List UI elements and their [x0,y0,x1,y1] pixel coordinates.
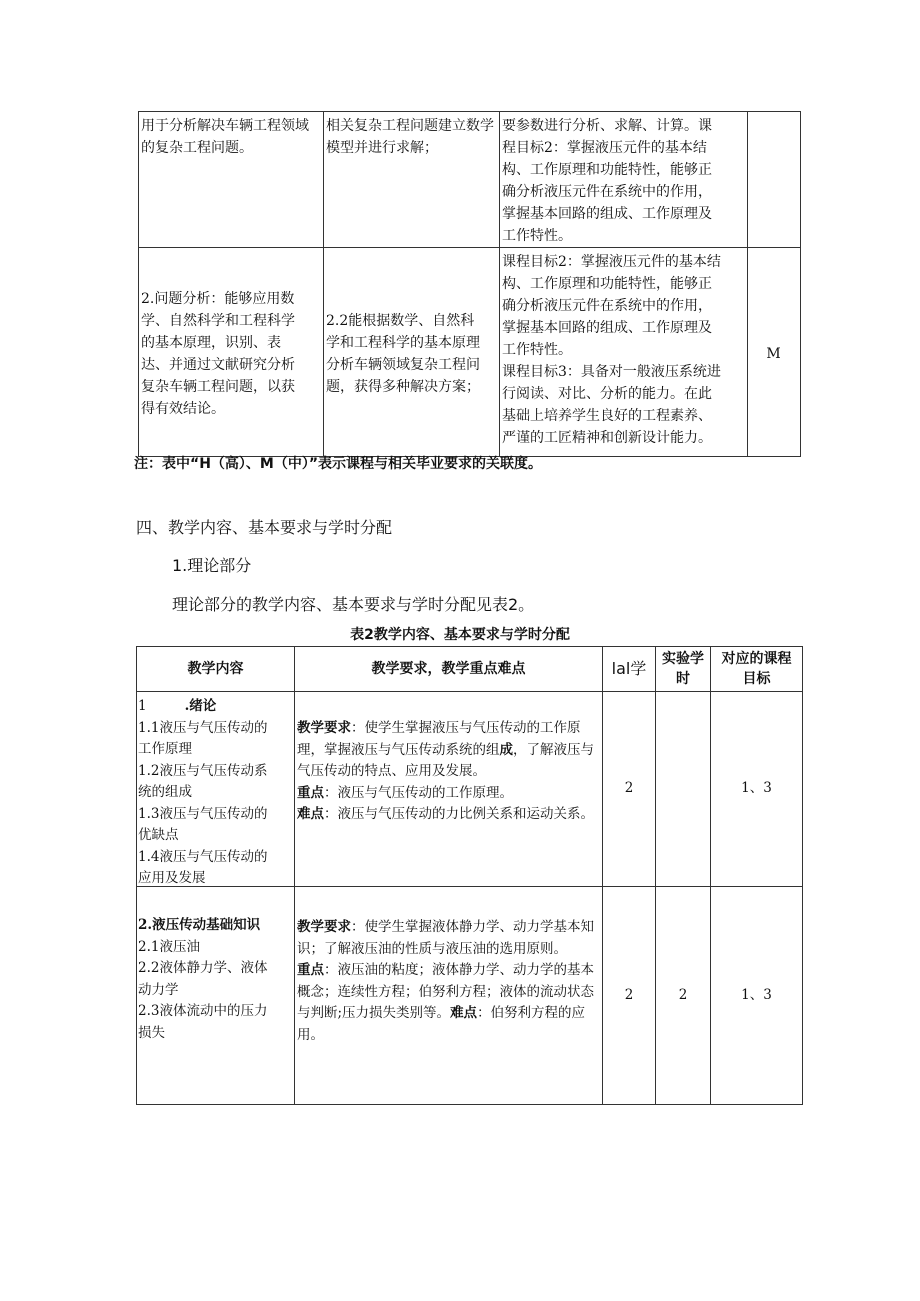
objectives-cell: 要参数进行分析、求解、计算。课 程目标2：掌握液压元件的基本结 构、工作原理和功能特性，能够正 确分析液压元件在系统中的作用， 掌握基本回路的组成、工作原理及 工作特性。 [500,112,748,248]
subsection-title: 1.理论部分 [172,556,252,575]
theory-hours-cell: 2 [603,692,656,887]
table-caption: 表2教学内容、基本要求与学时分配 [350,627,570,643]
header-lab-hours: 实验学 时 [656,647,711,692]
content-cell [137,692,295,887]
level-cell [748,112,801,248]
requirements-cell: 教学要求：使学生掌握液压与气压传动的工作原理，掌握液压与气压传动系统的组成，了解液压与气压传动的特点、应用及发展。 重点：液压与气压传动的工作原理。 难点：液压与气压传动的力比例关系和运动关系。 [295,692,603,887]
objectives-cell: 课程目标2：掌握液压元件的基本结 构、工作原理和功能特性，能够正 确分析液压元件在系统中的作用， 掌握基本回路的组成、工作原理及 工作特性。 课程目标3：具备对一般液压系统进 行阅读、对比、分析的能力。在此 基础上培养学生良好的工程素养、 严谨的工匠精神和创新设计能力。 [500,248,748,457]
header-objectives: 对应的课程 目标 [711,647,803,692]
header-content: 教学内容 [137,647,295,692]
lab-hours-cell: 2 [656,887,711,1105]
table-header-row [137,647,803,692]
section-title: 四、教学内容、基本要求与学时分配 [136,518,393,537]
theory-hours-cell: 2 [603,887,656,1105]
requirement-cell: 2.问题分析：能够应用数 学、自然科学和工程科学 的基本原理，识别、表 达、并通过文献研究分析 复杂车辆工程问题，以获 得有效结论。 [139,248,324,457]
lab-hours-cell [656,692,711,887]
teaching-content-table [136,646,803,1105]
table-row [137,692,803,887]
level-cell: M [748,248,801,457]
indicator-cell: 相关复杂工程问题建立数学模型并进行求解； [324,112,500,248]
content-cell: 2.液压传动基础知识 2.1液压油 2.2液体静力学、液体 动力学 2.3液体流动中的压力 损失 [137,887,295,1105]
header-requirements: 教学要求，教学重点难点 [295,647,603,692]
indicator-cell: 2.2能根据数学、自然科 学和工程科学的基本原理 分析车辆领域复杂工程问 题，获得多种解决方案； [324,248,500,457]
intro-paragraph: 理论部分的教学内容、基本要求与学时分配见表2。 [172,595,535,614]
table-row [139,112,801,248]
table-row [137,887,803,1105]
objectives-cell: 1、3 [711,887,803,1105]
requirements-cell: 教学要求：使学生掌握液体静力学、动力学基本知识；了解液压油的性质与液压油的选用原则。 重点：液压油的粘度；液体静力学、动力学的基本概念；连续性方程；伯努利方程；液体的流动状态与判断;压力损失类别等。难点：伯努利方程的应用。 [295,887,603,1105]
table-note: 注：表中“H（高）、M（中）”表示课程与相关毕业要求的关联度。 [134,456,543,472]
requirement-cell: 用于分析解决车辆工程领域的复杂工程问题。 [139,112,324,248]
table-row [139,248,801,457]
graduation-requirements-table [138,111,801,457]
content-clip: 1 .绪论 1.1液压与气压传动的 工作原理 1.2液压与气压传动系 统的组成 1.3液压与气压传动的 优缺点 1.4液压与气压传动的 应用及发展 [138,698,268,886]
objectives-cell: 1、3 [711,692,803,887]
header-theory-hours: lal学 [603,647,656,692]
